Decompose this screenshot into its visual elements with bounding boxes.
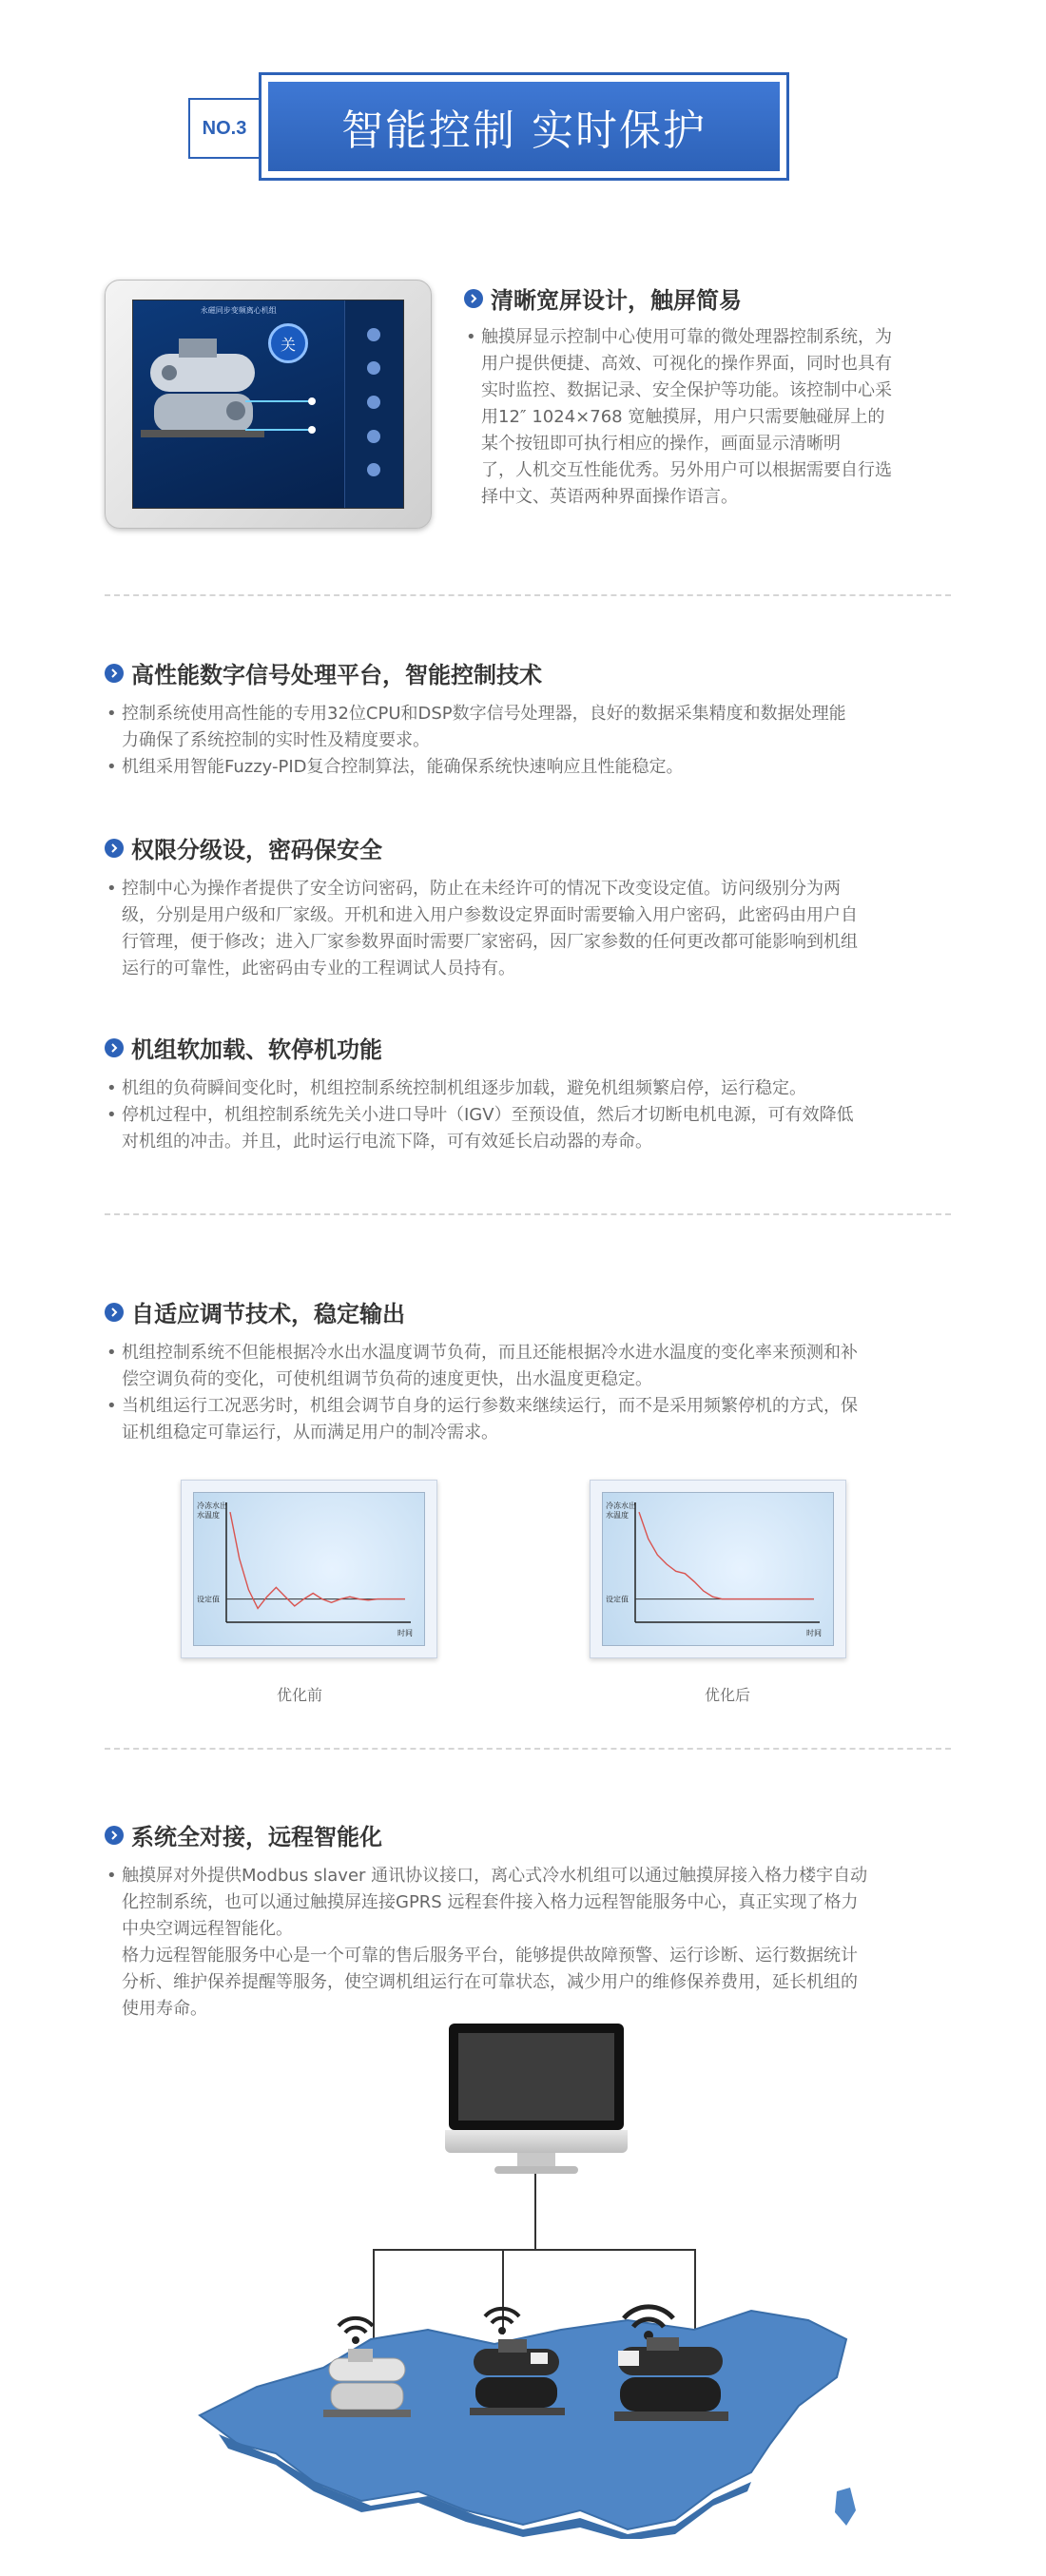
softstart-section — [105, 1031, 960, 1155]
chevron-right-icon — [105, 1826, 124, 1845]
bullet-line: 化控制系统，也可以通过触摸屏连接GPRS 远程套件接入格力远程智能服务中心，真正实现了格力 — [122, 1892, 859, 1912]
section-title-banner — [259, 72, 789, 181]
bullet-line: 行管理，便于修改；进入厂家参数界面时需要厂家密码，因厂家参数的任何更改都可能影响到机组 — [122, 932, 858, 952]
bullet-line: 偿空调负荷的变化，可使机组调节负荷的速度更快，出水温度更稳定。 — [122, 1369, 652, 1389]
paragraph-line: 择中文、英语两种界面操作语言。 — [481, 487, 738, 507]
section-heading — [464, 281, 959, 315]
bullet-line: 中央空调远程智能化。 — [122, 1919, 293, 1939]
chevron-right-icon — [105, 839, 124, 858]
chevron-right-icon — [105, 1038, 124, 1057]
remote-section — [105, 1818, 960, 2023]
paragraph-line: 实时监控、数据记录、安全保护等功能。该控制中心采 — [481, 380, 892, 400]
bullet-line: 级，分别是用户级和厂家级。开机和进入用户参数设定界面时需要输入用户密码，此密码由用户自 — [122, 905, 858, 925]
paragraph-line: 分析、维护保养提醒等服务，使空调机组运行在可靠状态，减少用户的维修保养费用，延长机组的 — [122, 1972, 858, 1992]
password-section — [105, 831, 960, 982]
y-axis-label-line2: 水温度 — [606, 1511, 629, 1520]
monitor-icon — [449, 2024, 624, 2130]
monitor-chin — [445, 2130, 628, 2153]
section-heading-text: 权限分级设，密码保安全 — [131, 837, 382, 863]
menu-icon — [367, 430, 380, 443]
bullet-line: 运行的可靠性，此密码由专业的工程调试人员持有。 — [122, 959, 515, 978]
bullet-line: • 当机组运行工况恶劣时，机组会调节自身的运行参数来继续运行，而不是采用频繁停机的方式，保 — [105, 1393, 960, 1420]
paragraph-line: • 触摸屏显示控制中心使用可靠的微处理器控制系统，为 — [464, 324, 959, 351]
screen-title: 永磁同步变频离心机组 — [200, 306, 277, 315]
wifi-icon — [335, 2313, 377, 2345]
wifi-icon — [481, 2303, 523, 2335]
section-number-badge: NO.3 — [188, 98, 259, 159]
x-axis-label: 时间 — [806, 1629, 822, 1637]
menu-icon — [367, 463, 380, 476]
touch-section — [464, 281, 959, 511]
network-line — [373, 2249, 696, 2251]
y-axis-label-line2: 水温度 — [197, 1511, 220, 1520]
divider — [105, 1748, 951, 1750]
chart-after-caption: 优化后 — [704, 1686, 750, 1704]
menu-icon — [367, 328, 380, 341]
series-line — [639, 1512, 814, 1599]
y-axis-label: 冷冻水出 — [606, 1501, 636, 1510]
setpoint-label: 设定值 — [197, 1595, 220, 1604]
network-line — [534, 2174, 536, 2250]
section-heading-text: 清晰宽屏设计，触屏简易 — [491, 287, 742, 314]
y-axis-label: 冷冻水出 — [197, 1501, 227, 1510]
menu-icon — [367, 396, 380, 409]
chiller-unit-image — [464, 2339, 569, 2425]
paragraph-line: 用户提供便捷、高效、可视化的操作界面，同时也具有 — [481, 354, 892, 374]
bullet-line: • 停机过程中，机组控制系统先关小进口导叶（IGV）至预设值，然后才切断电机电源，可有效降低 — [105, 1102, 960, 1129]
bullet-line: 力确保了系统控制的实时性及精度要求。 — [122, 730, 430, 750]
paragraph-line: 用12″ 1024×768 宽触摸屏，用户只需要触碰屏上的 — [481, 407, 885, 427]
divider — [105, 1213, 951, 1215]
chart-after — [590, 1480, 846, 1658]
bullet-line: • 机组控制系统不但能根据冷水出水温度调节负荷，而且还能根据冷水进水温度的变化率来预测和补 — [105, 1340, 960, 1366]
section-heading-text: 高性能数字信号处理平台，智能控制技术 — [131, 662, 542, 688]
chevron-right-icon — [105, 664, 124, 683]
chart-after-plot — [603, 1493, 835, 1647]
bullet-line: • 触摸屏对外提供Modbus slaver 通讯协议接口，离心式冷水机组可以通过触摸屏接入格力楼宇自动 — [105, 1863, 960, 1889]
paragraph-line: 格力远程智能服务中心是一个可靠的售后服务平台，能够提供故障预警、运行诊断、运行数据统计 — [122, 1946, 858, 1966]
power-switch-icon: 关 — [268, 323, 308, 363]
bullet-line: • 机组的负荷瞬间变化时，机组控制系统控制机组逐步加载，避免机组频繁启停，运行稳定。 — [105, 1075, 960, 1102]
bullet-line: • 控制系统使用高性能的专用32位CPU和DSP数字信号处理器，良好的数据采集精度和数据处理能 — [105, 701, 960, 727]
screen-side-menu — [344, 300, 403, 508]
chart-before — [181, 1480, 437, 1658]
bullet-line: • 机组采用智能Fuzzy-PID复合控制算法，能确保系统快速响应且性能稳定。 — [105, 754, 960, 781]
wifi-icon — [620, 2303, 677, 2341]
section-heading — [105, 831, 960, 864]
pipe-lines — [245, 392, 321, 458]
chart-before-plot — [194, 1493, 426, 1647]
dsp-section — [105, 656, 960, 781]
paragraph-line: 了，人机交互性能优秀。另外用户可以根据需要自行选 — [481, 460, 892, 480]
chevron-right-icon — [105, 1303, 124, 1322]
paragraph-line: 某个按钮即可执行相应的操作，画面显示清晰明 — [481, 434, 841, 454]
menu-icon — [367, 361, 380, 375]
section-heading-text: 系统全对接，远程智能化 — [131, 1824, 382, 1850]
section-heading — [105, 1818, 960, 1851]
paragraph-line: 使用寿命。 — [122, 1999, 207, 2019]
bullet-line: 对机组的冲击。并且，此时运行电流下降，可有效延长启动器的寿命。 — [122, 1132, 652, 1152]
series-line — [230, 1512, 405, 1608]
section-heading-text: 自适应调节技术，稳定输出 — [131, 1301, 405, 1327]
setpoint-label: 设定值 — [606, 1595, 629, 1604]
bullet-line: 证机组稳定可靠运行，从而满足用户的制冷需求。 — [122, 1423, 498, 1443]
x-axis-label: 时间 — [397, 1629, 413, 1637]
adaptive-section — [105, 1295, 960, 1446]
section-heading — [105, 656, 960, 689]
monitor-base — [494, 2166, 578, 2174]
chevron-right-icon — [464, 289, 483, 308]
chart-before-caption: 优化前 — [276, 1686, 322, 1704]
chiller-unit-image — [320, 2349, 415, 2425]
chiller-unit-image — [609, 2337, 732, 2432]
divider — [105, 594, 951, 596]
section-heading — [105, 1031, 960, 1064]
touchscreen-display — [132, 300, 404, 509]
section-title: 智能控制 实时保护 — [268, 82, 780, 171]
bullet-line: • 控制中心为操作者提供了安全访问密码，防止在未经许可的情况下改变设定值。访问级别分为两 — [105, 876, 960, 902]
touchscreen-image — [105, 280, 432, 529]
section-heading-text: 机组软加载、软停机功能 — [131, 1036, 382, 1063]
section-heading — [105, 1295, 960, 1328]
